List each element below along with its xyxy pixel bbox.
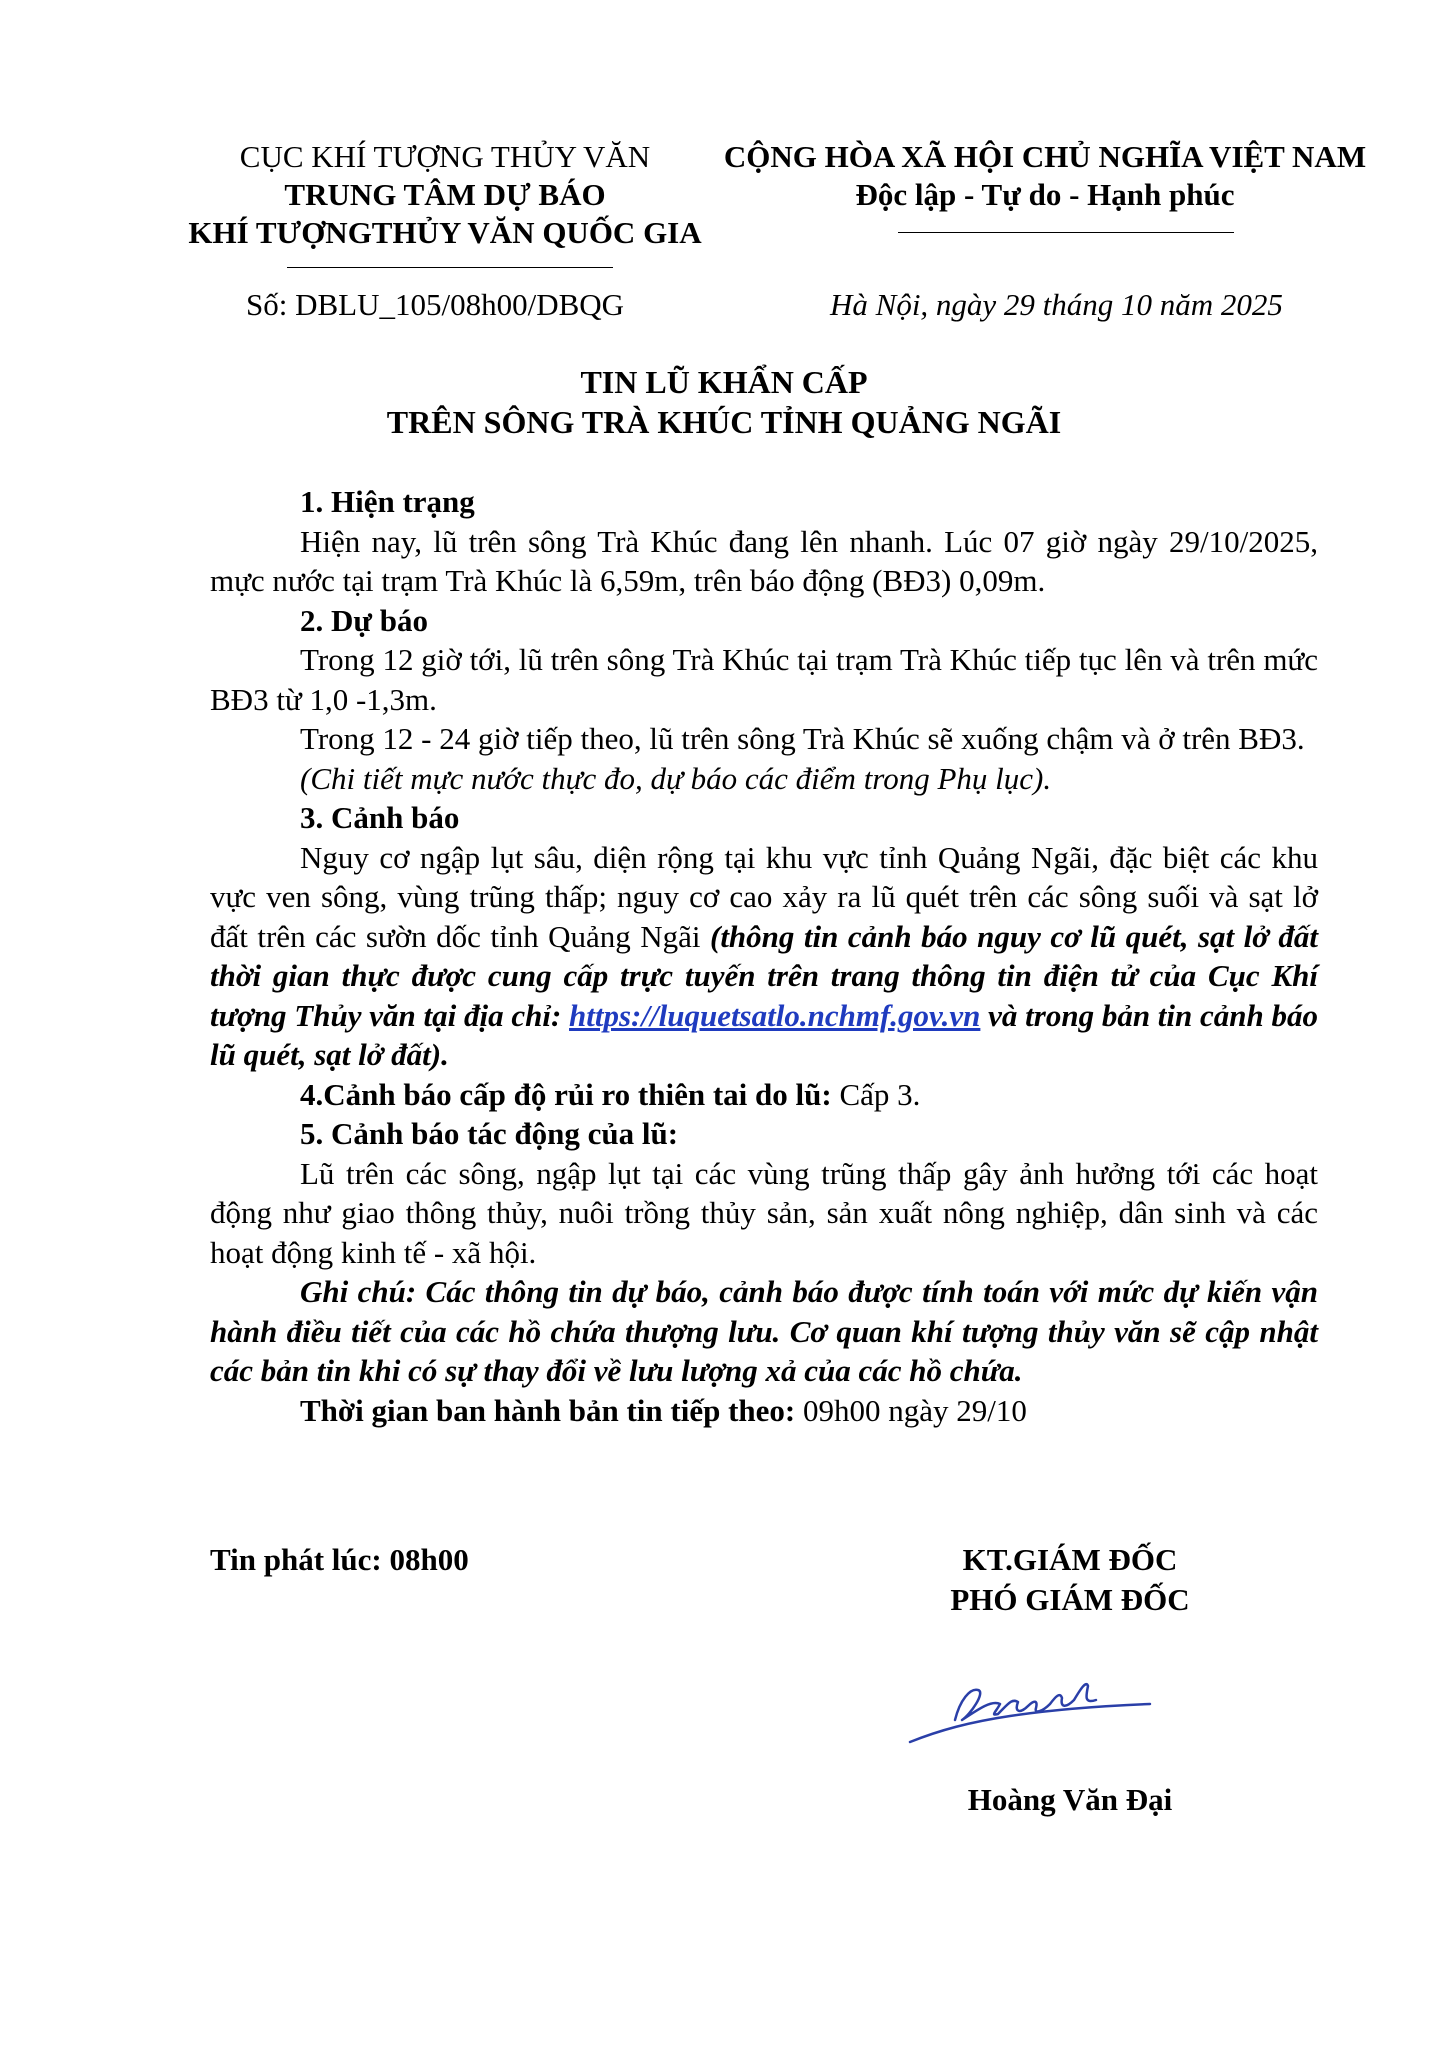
nation-header bbox=[700, 138, 1390, 214]
signature-title-block bbox=[860, 1540, 1280, 1620]
agency-line-1: CỤC KHÍ TƯỢNG THỦY VĂN bbox=[239, 139, 651, 174]
section-3-emphasis-2: và trong bản tin cảnh báo lũ quét, sạt lở đất). bbox=[210, 997, 1319, 1072]
section-2-text-2: Trong 12 - 24 giờ tiếp theo, lũ trên sông Trà Khúc sẽ xuống chậm và ở trên BĐ3. bbox=[300, 721, 1305, 756]
section-3-text: Nguy cơ ngập lụt sâu, diện rộng tại khu vực tỉnh Quảng Ngãi, đặc biệt các khu vực ven sông, vùng trũng thấp; nguy cơ cao xảy ra lũ quét trên các sông suối và sạt lở đất trên các sườn dốc tỉnh Quảng Ngãi bbox=[210, 839, 1318, 954]
signer-name: Hoàng Văn Đại bbox=[967, 1782, 1173, 1817]
section-2-heading: 2. Dự báo bbox=[300, 602, 428, 638]
section-4-value: Cấp 3. bbox=[831, 1076, 921, 1112]
agency-line-2: TRUNG TÂM DỰ BÁO bbox=[284, 177, 606, 212]
title-line-2: TRÊN SÔNG TRÀ KHÚC TỈNH QUẢNG NGÃI bbox=[386, 404, 1062, 440]
issued-time: Tin phát lúc: 08h00 bbox=[210, 1542, 469, 1577]
section-3-heading: 3. Cảnh báo bbox=[300, 800, 460, 835]
nation-line-1: CỘNG HÒA XÃ HỘI CHỦ NGHĨA VIỆT NAM bbox=[723, 139, 1367, 174]
section-3-paragraph bbox=[210, 838, 1318, 1075]
section-2-note: (Chi tiết mực nước thực đo, dự báo các điểm trong Phụ lục). bbox=[300, 760, 1052, 796]
note-paragraph: Ghi chú: Các thông tin dự báo, cảnh báo được tính toán với mức dự kiến vận hành điều tiết của các hồ chứa thượng lưu. Cơ quan khí tượng thủy văn sẽ cập nhật các bản tin khi có sự thay đổi về lưu lượng xả của các hồ chứa. bbox=[210, 1274, 1318, 1388]
sign-title-1: KT.GIÁM ĐỐC bbox=[962, 1542, 1178, 1577]
next-bulletin-value: 09h00 ngày 29/10 bbox=[795, 1392, 1027, 1428]
agency-underline bbox=[287, 267, 613, 268]
document-number: Số: DBLU_105/08h00/DBQG bbox=[246, 287, 625, 322]
section-3-emphasis-1: (thông tin cảnh báo nguy cơ lũ quét, sạt lở đất thời gian thực được cung cấp trực tuyến trên trang thông tin điện tử của Cục Khí tượng Thủy văn tại địa chỉ: bbox=[210, 918, 1319, 1033]
section-1-heading: 1. Hiện trạng bbox=[300, 484, 475, 519]
section-4-paragraph bbox=[210, 1075, 1318, 1115]
handwritten-signature bbox=[900, 1660, 1160, 1760]
next-bulletin bbox=[210, 1391, 1318, 1431]
document-body bbox=[210, 482, 1318, 1430]
place-date: Hà Nội, ngày 29 tháng 10 năm 2025 bbox=[830, 287, 1283, 322]
section-1-text: Hiện nay, lũ trên sông Trà Khúc đang lên nhanh. Lúc 07 giờ ngày 29/10/2025, mực nước tại trạm Trà Khúc là 6,59m, trên báo động (BĐ3) 0,09m. bbox=[210, 523, 1318, 598]
next-bulletin-label: Thời gian ban hành bản tin tiếp theo: bbox=[300, 1392, 796, 1428]
section-5-text: Lũ trên các sông, ngập lụt tại các vùng trũng thấp gây ảnh hưởng tới các hoạt động như giao thông thủy, nuôi trồng thủy sản, sản xuất nông nghiệp, dân sinh và các hoạt động kinh tế - xã hội. bbox=[210, 1155, 1318, 1270]
nation-motto: Độc lập - Tự do - Hạnh phúc bbox=[855, 177, 1235, 212]
title-line-1: TIN LŨ KHẨN CẤP bbox=[580, 364, 868, 400]
section-2-text-1: Trong 12 giờ tới, lũ trên sông Trà Khúc tại trạm Trà Khúc tiếp tục lên và trên mức BĐ3 từ 1,0 -1,3m. bbox=[210, 642, 1318, 717]
sign-title-2: PHÓ GIÁM ĐỐC bbox=[950, 1582, 1190, 1617]
section-4-heading: 4.Cảnh báo cấp độ rủi ro thiên tai do lũ: bbox=[300, 1076, 832, 1112]
section-5-heading: 5. Cảnh báo tác động của lũ: bbox=[300, 1116, 679, 1151]
flashflood-link[interactable]: https://luquetsatlo.nchmf.gov.vn bbox=[569, 997, 981, 1033]
agency-header bbox=[170, 138, 720, 252]
agency-line-3: KHÍ TƯỢNGTHỦY VĂN QUỐC GIA bbox=[188, 215, 702, 250]
motto-underline bbox=[898, 232, 1234, 233]
